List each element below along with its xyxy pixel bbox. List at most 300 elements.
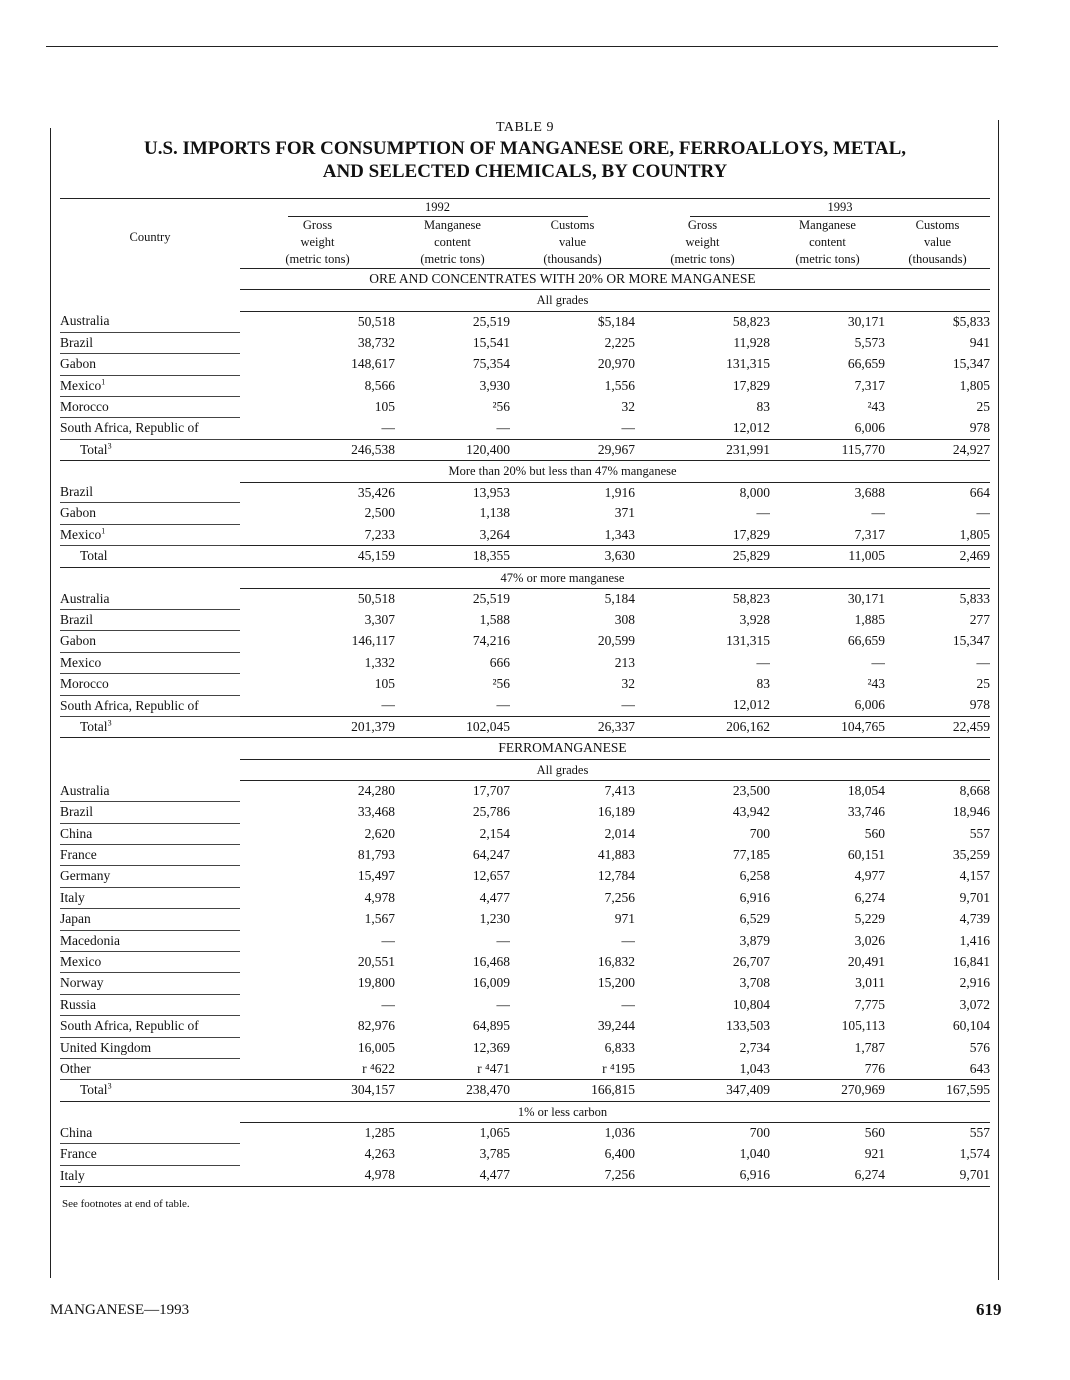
value-cell: —	[976, 505, 990, 521]
table-row	[60, 589, 990, 610]
value-cell: 15,497	[357, 868, 395, 884]
table-row	[60, 503, 990, 524]
col-gross-1: Gross	[302, 218, 333, 232]
table-row	[60, 930, 990, 951]
value-cell: 25,519	[472, 313, 510, 329]
table-row	[60, 781, 990, 802]
value-cell: 4,157	[959, 868, 990, 884]
value-cell: 2,154	[479, 825, 510, 841]
value-cell: 1,885	[854, 612, 885, 627]
value-cell: 5,184	[604, 591, 635, 607]
value-cell: —	[621, 932, 635, 948]
country-cell: Mexico	[60, 952, 240, 973]
right-margin-bar	[998, 120, 999, 1280]
country-cell: Japan	[60, 909, 240, 930]
value-cell: 35,259	[952, 846, 990, 862]
country-cell: Brazil	[60, 610, 240, 631]
value-cell: 4,477	[395, 1165, 510, 1186]
value-cell: 6,258	[739, 868, 770, 884]
value-cell: 4,978	[364, 889, 395, 905]
value-cell: 3,011	[855, 975, 885, 991]
country-cell: Gabon	[60, 354, 240, 375]
footnote-marker: 3	[107, 441, 112, 451]
value-cell: 105	[374, 676, 395, 692]
table-title-line-1: U.S. IMPORTS FOR CONSUMPTION OF MANGANESE ORE, FERROALLOYS, METAL,	[143, 138, 907, 159]
value-cell: 64,247	[472, 846, 510, 862]
value-cell: 3,785	[479, 1146, 510, 1162]
value-cell: 1,416	[959, 932, 990, 948]
value-cell: 12,657	[472, 868, 510, 884]
country-cell: China	[60, 1123, 240, 1144]
value-cell: —	[756, 505, 770, 521]
table-row	[60, 631, 990, 652]
value-cell: 64,895	[472, 1018, 510, 1034]
value-cell: 43,942	[732, 804, 770, 820]
footnote-marker: 1	[101, 377, 106, 387]
value-cell: 18,946	[952, 804, 990, 820]
subsection-heading: More than 20% but less than 47% manganese	[240, 461, 885, 482]
subsection-heading-row	[60, 290, 990, 311]
table-number: TABLE 9	[496, 120, 554, 135]
table-row	[60, 332, 990, 353]
value-cell: 24,927	[885, 439, 990, 460]
col-customs-1: Customs	[550, 218, 595, 232]
value-cell: 7,413	[604, 783, 635, 799]
value-cell: 16,832	[597, 954, 635, 969]
table-row	[60, 802, 990, 823]
value-cell: 77,185	[732, 846, 770, 862]
value-cell: ²43	[867, 398, 885, 414]
table-title-line-2: AND SELECTED CHEMICALS, BY COUNTRY	[322, 161, 728, 182]
value-cell: 6,274	[770, 1165, 885, 1186]
country-cell: United Kingdom	[60, 1037, 240, 1058]
value-cell: 3,630	[510, 546, 635, 567]
value-cell: 105,113	[841, 1018, 885, 1034]
country-cell: Brazil	[60, 482, 240, 503]
table-row	[60, 823, 990, 844]
value-cell: 3,307	[364, 612, 395, 627]
year-1993-header: 1993	[690, 199, 990, 217]
country-cell: Italy	[60, 1165, 240, 1186]
value-cell: 8,668	[959, 783, 990, 799]
footnote-marker: 1	[101, 526, 106, 536]
value-cell: 60,104	[952, 1018, 990, 1034]
value-cell: —	[381, 932, 395, 948]
table-row	[60, 652, 990, 673]
country-cell: Total$^3$	[60, 1080, 240, 1101]
table-row	[60, 610, 990, 631]
country-cell: Germany	[60, 866, 240, 887]
value-cell: 6,400	[604, 1146, 635, 1162]
table-body	[60, 269, 990, 1187]
value-cell: 6,916	[739, 889, 770, 905]
value-cell: 74,216	[472, 633, 510, 649]
value-cell: 9,701	[959, 889, 990, 905]
value-cell: —	[976, 654, 990, 670]
value-cell: 30,171	[847, 313, 885, 329]
table-row	[60, 887, 990, 908]
table-row	[60, 375, 990, 396]
value-cell: 120,400	[395, 439, 510, 460]
value-cell: 12,369	[472, 1039, 510, 1055]
value-cell: $5,184	[597, 313, 635, 329]
value-cell: 1,916	[604, 484, 635, 500]
value-cell: 560	[864, 1125, 885, 1141]
country-cell: France	[60, 844, 240, 865]
value-cell: 9,701	[885, 1165, 990, 1186]
value-cell: 6,274	[854, 889, 885, 905]
value-cell: 131,315	[726, 633, 770, 649]
value-cell: $5,833	[952, 313, 990, 329]
value-cell: 41,883	[597, 846, 635, 862]
value-cell: 15,541	[472, 334, 510, 350]
value-cell: 17,707	[472, 783, 510, 799]
value-cell: 206,162	[635, 717, 770, 738]
value-cell: 17,829	[732, 377, 770, 393]
value-cell: —	[496, 697, 510, 713]
value-cell: 25	[976, 676, 990, 692]
value-cell: 29,967	[510, 439, 635, 460]
country-cell: Australia	[60, 311, 240, 332]
table-row	[60, 1037, 990, 1058]
country-cell: Brazil	[60, 802, 240, 823]
value-cell: 4,739	[959, 911, 990, 927]
country-cell: Norway	[60, 973, 240, 994]
value-cell: 26,337	[510, 717, 635, 738]
value-cell: 7,233	[364, 526, 395, 542]
value-cell: —	[871, 505, 885, 521]
value-cell: 941	[969, 334, 990, 350]
value-cell: 12,784	[597, 868, 635, 884]
footnote-marker: 3	[107, 718, 112, 728]
value-cell: 6,529	[739, 911, 770, 927]
table-row	[60, 973, 990, 994]
value-cell: r ⁴622	[362, 1060, 395, 1076]
table-row	[60, 546, 990, 567]
value-cell: 15,200	[597, 975, 635, 991]
value-cell: 1,556	[604, 377, 635, 393]
value-cell: 10,804	[732, 996, 770, 1012]
subsection-heading: 1% or less carbon	[240, 1101, 885, 1122]
value-cell: 83	[756, 398, 770, 414]
country-cell: Australia	[60, 589, 240, 610]
value-cell: 1,065	[479, 1125, 510, 1141]
value-cell: 1,040	[739, 1146, 770, 1162]
value-cell: 32	[621, 398, 635, 414]
value-cell: 2,916	[959, 975, 990, 991]
country-cell: South Africa, Republic of	[60, 1016, 240, 1037]
table-row	[60, 482, 990, 503]
value-cell: 1,036	[604, 1125, 635, 1141]
value-cell: 664	[969, 484, 990, 500]
country-cell: Mexico$^1$	[60, 375, 240, 396]
country-cell: Gabon	[60, 631, 240, 652]
value-cell: —	[496, 996, 510, 1012]
value-cell: 3,072	[959, 996, 990, 1012]
table-row	[60, 952, 990, 973]
subsection-heading: 47% or more manganese	[240, 567, 885, 588]
country-cell: Total$^3$	[60, 717, 240, 738]
country-header: Country	[129, 230, 171, 245]
table-row	[60, 909, 990, 930]
value-cell: 25,519	[472, 591, 510, 607]
table-row	[60, 1016, 990, 1037]
year-1992-header: 1992	[288, 199, 588, 217]
value-cell: 2,014	[604, 825, 635, 841]
value-cell: 13,953	[472, 484, 510, 500]
value-cell: 277	[969, 612, 990, 627]
value-cell: 8,000	[739, 484, 770, 500]
value-cell: 1,574	[959, 1146, 990, 1162]
country-cell: Total$^3$	[60, 439, 240, 460]
subsection-heading-row	[60, 759, 990, 780]
section-heading-row	[60, 738, 990, 759]
value-cell: 576	[969, 1039, 990, 1055]
section-heading-row	[60, 269, 990, 290]
value-cell: 557	[969, 825, 990, 841]
value-cell: 75,354	[472, 356, 510, 372]
value-cell: 23,500	[732, 783, 770, 799]
table-row	[60, 524, 990, 545]
value-cell: 2,500	[364, 505, 395, 521]
value-cell: 38,732	[357, 334, 395, 350]
value-cell: —	[871, 654, 885, 670]
value-cell: 6,006	[854, 420, 885, 436]
page-number: 619	[976, 1300, 1002, 1319]
value-cell: —	[621, 996, 635, 1012]
value-cell: 25,786	[472, 804, 510, 820]
value-cell: 105	[374, 398, 395, 414]
value-cell: 30,171	[847, 591, 885, 607]
value-cell: —	[496, 420, 510, 436]
value-cell: 20,551	[357, 954, 395, 969]
value-cell: 7,317	[854, 526, 885, 542]
value-cell: 347,409	[635, 1080, 770, 1101]
value-cell: 5,573	[854, 334, 885, 350]
table-row	[60, 695, 990, 716]
country-cell: Total	[60, 546, 240, 567]
country-cell: Russia	[60, 994, 240, 1015]
value-cell: 5,833	[959, 591, 990, 607]
value-cell: 308	[614, 612, 635, 627]
value-cell: 24,280	[357, 783, 395, 799]
value-cell: 270,969	[770, 1080, 885, 1101]
value-cell: 6,916	[635, 1165, 770, 1186]
value-cell: 3,264	[479, 526, 510, 542]
col-gross-2: Gross	[687, 218, 718, 232]
value-cell: 700	[749, 825, 770, 841]
value-cell: 20,970	[597, 356, 635, 372]
value-cell: 1,805	[959, 526, 990, 542]
value-cell: 58,823	[732, 313, 770, 329]
value-cell: 1,332	[364, 654, 395, 670]
value-cell: r ⁴195	[602, 1060, 635, 1076]
table-row	[60, 1080, 990, 1101]
value-cell: —	[756, 654, 770, 670]
value-cell: 16,009	[472, 975, 510, 991]
country-cell: Italy	[60, 887, 240, 908]
table-row	[60, 1144, 990, 1165]
value-cell: 60,151	[847, 846, 885, 862]
country-cell: Mexico$^1$	[60, 524, 240, 545]
footnote-marker: 3	[107, 1081, 112, 1091]
value-cell: 16,189	[597, 804, 635, 820]
subsection-heading: All grades	[240, 290, 885, 311]
value-cell: 3,688	[854, 484, 885, 500]
subsection-heading-row	[60, 567, 990, 588]
value-cell: 560	[864, 825, 885, 841]
value-cell: 304,157	[240, 1080, 395, 1101]
value-cell: 45,159	[240, 546, 395, 567]
value-cell: 17,829	[732, 526, 770, 542]
value-cell: 557	[969, 1125, 990, 1141]
value-cell: 1,588	[479, 612, 510, 627]
value-cell: 3,928	[739, 612, 770, 627]
value-cell: 15,347	[952, 356, 990, 372]
value-cell: —	[381, 697, 395, 713]
value-cell: 12,012	[732, 697, 770, 713]
value-cell: ²56	[492, 398, 510, 414]
value-cell: ²56	[492, 676, 510, 692]
subsection-heading-row	[60, 1101, 990, 1122]
subsection-heading-row	[60, 461, 990, 482]
value-cell: 2,469	[885, 546, 990, 567]
value-cell: 776	[864, 1060, 885, 1076]
country-cell: Morocco	[60, 674, 240, 695]
value-cell: 115,770	[770, 439, 885, 460]
col-mn-2: Manganese	[799, 218, 856, 232]
value-cell: 20,599	[597, 633, 635, 649]
value-cell: 50,518	[357, 591, 395, 607]
table-row	[60, 1165, 990, 1186]
value-cell: r ⁴471	[477, 1060, 510, 1076]
value-cell: 131,315	[726, 356, 770, 372]
imports-table: 1992 1993 Country Gross Manganese Customs Gross Manganese Customs weight content value weight content value (metric tons) (metric tons) (thousands) (metric tons) (metric tons) (thousands) ORE AND CONCENTRATES WITH 20% OR MORE MANGANESE All grades Australia 50,518 25,519 $5,184 58,823 30,171 $5,833 Brazil 38,732 15,541 2,225 11,928 5,573 941 Gabon 148,617 75,354 20,970 131,315 66,659 15,347 Mexico$^1$ 8,566 3,930 1,556 17,829 7,317 1,805 Morocco 105 ²56 32 83 ²43 25 South Africa, Republic of — — — 12,012 6,006 978 Total$^3$ 246,538 120,400 29,967 231,991 115,770 24,927 More than 20% but less than 47% manganese Brazil 35,426 13,953 1,916 8,000 3,688 664 Gabon 2,500 1,138 371 — — — Mexico$^1$ 7,233 3,264 1,343 17,829 7,317 1,805 Total 45,159 18,355 3,630 25,829 11,005 2,469 47% or more manganese Australia 50,518 25,519 5,184 58,823 30,171 5,833 Brazil 3,307 1,588 308 3,928 1,885 277 Gabon 146,117 74,216 20,599 131,315 66,659 15,347 Mexico 1,332 666 213 — — — Morocco 105 ²56 32 83 ²43 25 South Africa, Republic of — — — 12,012 6,006 978 Total$^3$ 201,379 102,045 26,337 206,162 104,765 22,459 FERROMANGANESE All grades Australia 24,280 17,707 7,413 23,500 18,054 8,668 Brazil 33,468 25,786 16,189 43,942 33,746 18,946 China 2,620 2,154 2,014 700 560 557 France 81,793 64,247 41,883 77,185 60,151 35,259 Germany 15,497 12,657 12,784 6,258 4,977 4,157 Italy 4,978 4,477 7,256 6,916 6,274 9,701 Japan 1,567 1,230 971 6,529 5,229 4,739 Macedonia — — — 3,879 3,026 1,416 Mexico 20,551 16,468 16,832 26,707 20,491 16,841 Norway 19,800 16,009 15,200 3,708 3,011 2,916 Russia — — — 10,804 7,775 3,072 South Africa, Republic of 82,976 64,895 39,244 133,503 105,113 60,104 United Kingdom 16,005 12,369 6,833 2,734 1,787 576 Other r ⁴622 r ⁴471 r ⁴195 1,043 776 643 Total$^3$ 304,157 238,470 166,815 347,409 270,969 167,595 1% or less carbon China 1,285 1,065 1,036 700 560 557 France 4,263 3,785 6,400 1,040 921 1,574 Italy 4,978 4,477 7,256 6,916 6,274 9,701	[60, 198, 990, 1187]
value-cell: 83	[756, 676, 770, 692]
value-cell: ²43	[867, 676, 885, 692]
country-cell: Macedonia	[60, 930, 240, 951]
value-cell: 19,800	[357, 975, 395, 991]
value-cell: 978	[969, 420, 990, 436]
value-cell: 7,256	[510, 1165, 635, 1186]
table-row	[60, 1059, 990, 1080]
table-row	[60, 717, 990, 738]
value-cell: 1,285	[364, 1125, 395, 1141]
value-cell: 6,833	[604, 1039, 635, 1055]
country-cell: Mexico	[60, 652, 240, 673]
country-cell: South Africa, Republic of	[60, 695, 240, 716]
value-cell: 1,567	[364, 911, 395, 927]
value-cell: 25	[976, 398, 990, 414]
value-cell: 1,230	[479, 911, 510, 927]
value-cell: 16,841	[952, 954, 990, 969]
value-cell: 35,426	[357, 484, 395, 500]
table-row	[60, 439, 990, 460]
value-cell: 7,317	[854, 377, 885, 393]
value-cell: 978	[969, 697, 990, 713]
value-cell: 4,978	[240, 1165, 395, 1186]
footnote-note: See footnotes at end of table.	[62, 1198, 190, 1210]
value-cell: 16,468	[472, 954, 510, 969]
value-cell: 18,054	[847, 783, 885, 799]
value-cell: 102,045	[395, 717, 510, 738]
value-cell: 32	[621, 676, 635, 692]
country-cell: Australia	[60, 781, 240, 802]
value-cell: 3,930	[479, 377, 510, 393]
value-cell: 1,138	[479, 505, 510, 521]
value-cell: 3,879	[739, 932, 770, 948]
value-cell: 81,793	[357, 846, 395, 862]
value-cell: 50,518	[357, 313, 395, 329]
value-cell: —	[621, 420, 635, 436]
value-cell: 666	[489, 654, 510, 670]
value-cell: 643	[969, 1060, 990, 1076]
section-heading: ORE AND CONCENTRATES WITH 20% OR MORE MANGANESE	[240, 269, 885, 290]
country-cell: Morocco	[60, 396, 240, 417]
value-cell: 238,470	[395, 1080, 510, 1101]
value-cell: 11,005	[770, 546, 885, 567]
value-cell: 12,012	[732, 420, 770, 436]
value-cell: 167,595	[885, 1080, 990, 1101]
value-cell: 133,503	[726, 1018, 770, 1034]
value-cell: 104,765	[770, 717, 885, 738]
value-cell: 246,538	[240, 439, 395, 460]
country-cell: China	[60, 823, 240, 844]
running-footer: MANGANESE—1993	[50, 1302, 190, 1318]
col-customs-2: Customs	[915, 218, 960, 232]
value-cell: 39,244	[597, 1018, 635, 1034]
value-cell: —	[496, 932, 510, 948]
table-row	[60, 1123, 990, 1144]
value-cell: 25,829	[635, 546, 770, 567]
left-margin-bar	[50, 128, 51, 1278]
value-cell: 201,379	[240, 717, 395, 738]
table-row	[60, 866, 990, 887]
value-cell: 2,734	[739, 1039, 770, 1055]
value-cell: 11,928	[733, 334, 770, 350]
value-cell: 146,117	[351, 633, 395, 649]
table-row	[60, 354, 990, 375]
table-row	[60, 674, 990, 695]
value-cell: 26,707	[732, 954, 770, 969]
value-cell: 231,991	[635, 439, 770, 460]
top-rule	[46, 46, 998, 47]
value-cell: 66,659	[847, 633, 885, 649]
table-row	[60, 396, 990, 417]
value-cell: 4,263	[364, 1146, 395, 1162]
value-cell: 6,006	[854, 697, 885, 713]
table-row	[60, 418, 990, 439]
value-cell: 213	[614, 654, 635, 670]
value-cell: 8,566	[364, 377, 395, 393]
value-cell: —	[381, 996, 395, 1012]
value-cell: 1,805	[959, 377, 990, 393]
value-cell: 2,225	[604, 334, 635, 350]
value-cell: 4,977	[854, 868, 885, 884]
value-cell: 148,617	[351, 356, 395, 372]
value-cell: 5,229	[854, 911, 885, 927]
subsection-heading: All grades	[240, 759, 885, 780]
table-row	[60, 311, 990, 332]
value-cell: 4,477	[479, 889, 510, 905]
value-cell: 1,787	[854, 1039, 885, 1055]
country-cell: Brazil	[60, 332, 240, 353]
value-cell: 33,746	[847, 804, 885, 820]
table-title	[60, 120, 990, 182]
value-cell: 921	[864, 1146, 885, 1162]
value-cell: 20,491	[847, 954, 885, 969]
value-cell: —	[621, 697, 635, 713]
